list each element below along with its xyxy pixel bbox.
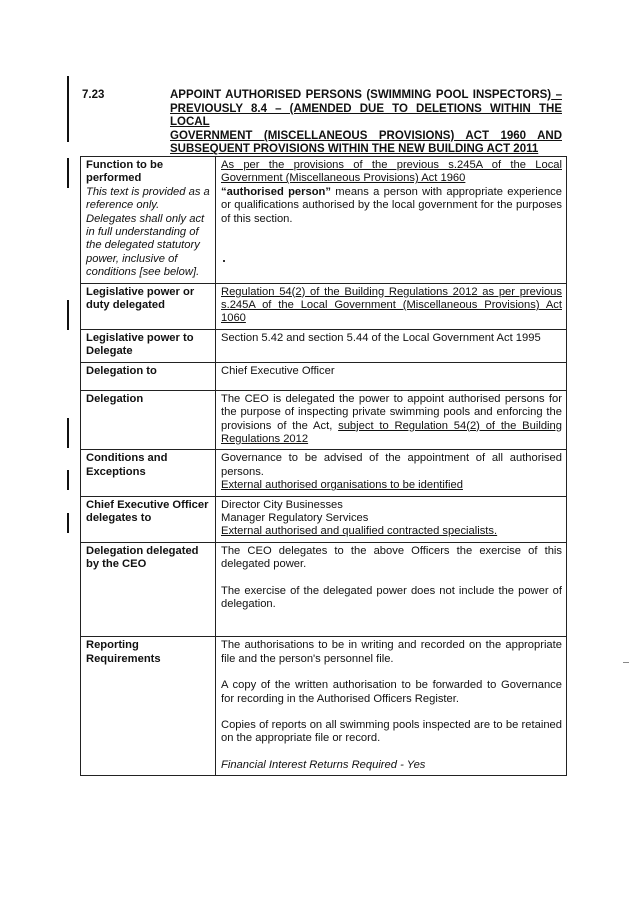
change-bar [67,470,69,490]
table-row [81,329,567,362]
change-bar [67,300,69,330]
ceo-delegation-para-2: The exercise of the delegated power does not include the power of delegation. [221,584,562,610]
change-bar [67,76,69,142]
heading-line-1 [170,89,562,103]
delegate-item: Director City Businesses [221,498,343,511]
row-value: Section 5.42 and section 5.44 of the Local Government Act 1995 [216,329,567,362]
table-row [81,637,567,776]
row-value [216,283,567,329]
row-value [216,157,567,284]
function-definition [221,186,562,226]
change-bar [67,513,69,533]
function-provision: As per the provisions of the previous s.245A of the Local Government (Miscellaneous Provisions) Act 1960 [221,159,562,185]
row-label: Legislative power or duty delegated [81,283,216,329]
reporting-para-4: Financial Interest Returns Required - Yes [221,758,426,771]
function-label: Function to be performed [86,159,164,185]
row-label: Delegation [81,390,216,450]
defined-term: “authorised person” [221,185,331,198]
delegate-item: Manager Regulatory Services [221,511,369,524]
definition-text: means a person with appropriate experience or qualifications authorised by the local government for the purposes of this section. [221,185,562,225]
row-label: Chief Executive Officer delegates to [81,496,216,542]
row-value [216,496,567,542]
function-note: This text is provided as a reference only. Delegates shall only act in full understanding of the delegated statutory power, inclusive of conditions [see below]. [86,185,210,279]
change-bar [67,418,69,448]
row-value [216,542,567,637]
margin-mark [623,662,629,663]
heading-line-3: GOVERNMENT (MISCELLANEOUS PROVISIONS) ACT 1960 AND [170,129,562,142]
table-row [81,283,567,329]
row-label: Reporting Requirements [81,637,216,776]
section-number: 7.23 [82,89,105,101]
row-label [81,157,216,284]
table-row [81,362,567,390]
row-label: Conditions and Exceptions [81,450,216,496]
reporting-para-1: The authorisations to be in writing and recorded on the appropriate file and the person's personnel file. [221,639,562,665]
section-heading [170,89,562,157]
row-value [216,390,567,450]
change-bar [67,158,69,188]
legislative-power-value: Regulation 54(2) of the Building Regulations 2012 as per previous s.245A of the Local Government (Miscellaneous Provisions) Act 1060 [221,285,562,325]
row-label: Legislative power to Delegate [81,329,216,362]
delegation-table [80,156,567,776]
table-row [81,450,567,496]
row-value [216,637,567,776]
row-label: Delegation delegated by the CEO [81,542,216,637]
row-value [216,450,567,496]
delegation-text: The CEO is delegated the power to appoint authorised persons for the purpose of inspecting private swimming pools and enforcing the provisions of the Act, [221,392,562,432]
heading-line-4: SUBSEQUENT PROVISIONS WITHIN THE NEW BUILDING ACT 2011 [170,143,539,156]
reporting-para-3: Copies of reports on all swimming pools inspected are to be retained on the appropriate file or record. [221,719,562,745]
heading-line-1-dash: – [551,89,562,101]
delegate-item: External authorised and qualified contracted specialists. [221,525,498,538]
delegation-subject-to: subject to Regulation 54(2) of the Building Regulations 2012 [221,419,562,445]
conditions-line-2: External authorised organisations to be identified [221,479,463,492]
table-row [81,390,567,450]
table-row [81,157,567,284]
stray-dot [221,252,562,270]
heading-line-2: PREVIOUSLY 8.4 – (AMENDED DUE TO DELETIONS WITHIN THE LOCAL [170,102,562,129]
row-label: Delegation to [81,362,216,390]
heading-line-1-text: APPOINT AUTHORISED PERSONS (SWIMMING POOL INSPECTORS) [170,89,552,101]
ceo-delegation-para-1: The CEO delegates to the above Officers the exercise of this delegated power. [221,544,562,571]
reporting-para-2: A copy of the written authorisation to be forwarded to Governance for recording in the Authorised Officers Register. [221,679,562,705]
row-value: Chief Executive Officer [216,362,567,390]
table-row [81,542,567,637]
conditions-line-1: Governance to be advised of the appointment of all authorised persons. [221,452,562,478]
table-row [81,496,567,542]
